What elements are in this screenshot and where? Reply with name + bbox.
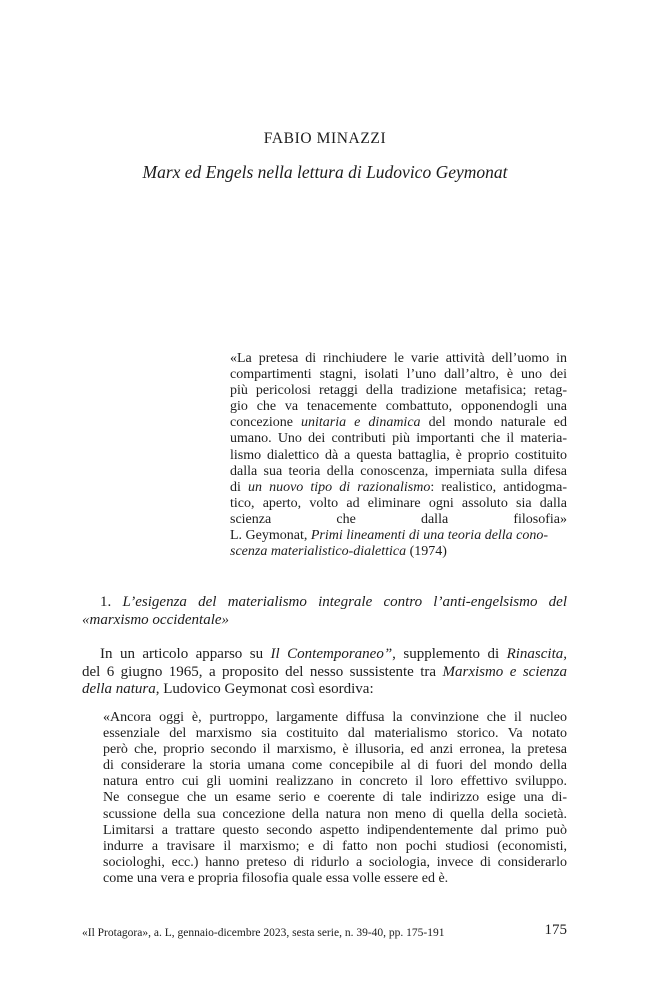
quote-line: di considerare la storia umana come concepibile al di fuori del mondo della <box>103 758 567 774</box>
section-heading-line: «marxismo occidentale» <box>82 611 230 628</box>
quote-line: essenziale del marxismo sia costituito dal materialismo storico. Va notato <box>103 726 567 742</box>
body-paragraph <box>82 646 567 699</box>
quote-line: indurre a travisare il marxismo; e di fatto non pochi studiosi (economisti, <box>103 838 567 854</box>
epigraph-line: più pericolosi retaggi della tradizione metafisica; retag- <box>230 383 567 399</box>
epigraph-line: compartimenti stagni, isolati l’uno dall’altro, è uno dei <box>230 367 567 383</box>
epigraph-line: scenza materialistico-dialettica (1974) <box>230 544 447 560</box>
epigraph-line: lismo dialettico dà a questa battaglia, è proprio costituito <box>230 447 567 463</box>
quote-line: però che, proprio secondo il marxismo, è illusoria, ed anzi erronea, la pretesa <box>103 742 567 758</box>
body-line: In un articolo apparso su Il Contemporaneo”, supplemento di Rinascita, <box>100 646 568 662</box>
journal-citation: «Il Protagora», a. L, gennaio-dicembre 2023, sesta serie, n. 39-40, pp. 175-191 <box>82 927 445 939</box>
epigraph-line: gio che va tenacemente combattuto, opponendogli una <box>230 399 567 415</box>
section-heading-line: 1. L’esigenza del materialismo integrale contro l’anti-engelsismo del <box>100 594 568 610</box>
quote-line: Limitarsi a trattare questo secondo aspetto indipendentemente dal primo può <box>103 822 567 838</box>
quote-line: «Ancora oggi è, purtroppo, largamente diffusa la convinzione che il nucleo <box>103 710 567 725</box>
epigraph-line: tico, aperto, volto ad eliminare ogni assoluto sia dalla <box>230 495 567 511</box>
section-heading <box>82 594 567 629</box>
epigraph-line: umano. Uno dei contributi più importanti che il materia- <box>230 431 567 447</box>
epigraph-line: dalla sua teoria della conoscenza, imperniata sulla difesa <box>230 463 567 479</box>
article-title: Marx ed Engels nella lettura di Ludovico Geymonat <box>142 162 508 182</box>
quote-line: come una vera e propria filosofia quale essa volle essere ed è. <box>103 870 449 886</box>
epigraph-line: concezione unitaria e dinamica del mondo naturale ed <box>230 415 568 431</box>
quote-line: sociologhi, ecc.) hanno preteso di ridurlo a sociologia, invece di considerarlo <box>103 854 567 870</box>
block-quote <box>103 710 567 887</box>
author-name: FABIO MINAZZI <box>263 130 387 147</box>
quote-line: scussione della sua concezione della natura non meno di quella della società. <box>103 806 567 822</box>
body-line: della natura, Ludovico Geymonat così esordiva: <box>82 681 374 697</box>
body-line: del 6 giugno 1965, a proposito del nesso sussistente tra Marxismo e scienza <box>82 663 567 680</box>
quote-line: Ne consegue che un esame serio e coerente di tale indirizzo esige una di- <box>103 790 567 806</box>
epigraph-line: scienza che dalla filosofia» <box>230 511 567 527</box>
quote-line: natura entro cui gli uomini realizzano in concreto il loro effettivo sviluppo. <box>103 774 567 790</box>
epigraph-line: di un nuovo tipo di razionalismo: realistico, antidogma- <box>230 479 567 495</box>
page-number: 175 <box>544 922 567 938</box>
epigraph-line: L. Geymonat, Primi lineamenti di una teoria della cono- <box>230 528 549 544</box>
epigraph <box>230 351 567 560</box>
epigraph-line: «La pretesa di rinchiudere le varie attività dell’uomo in <box>230 351 567 366</box>
